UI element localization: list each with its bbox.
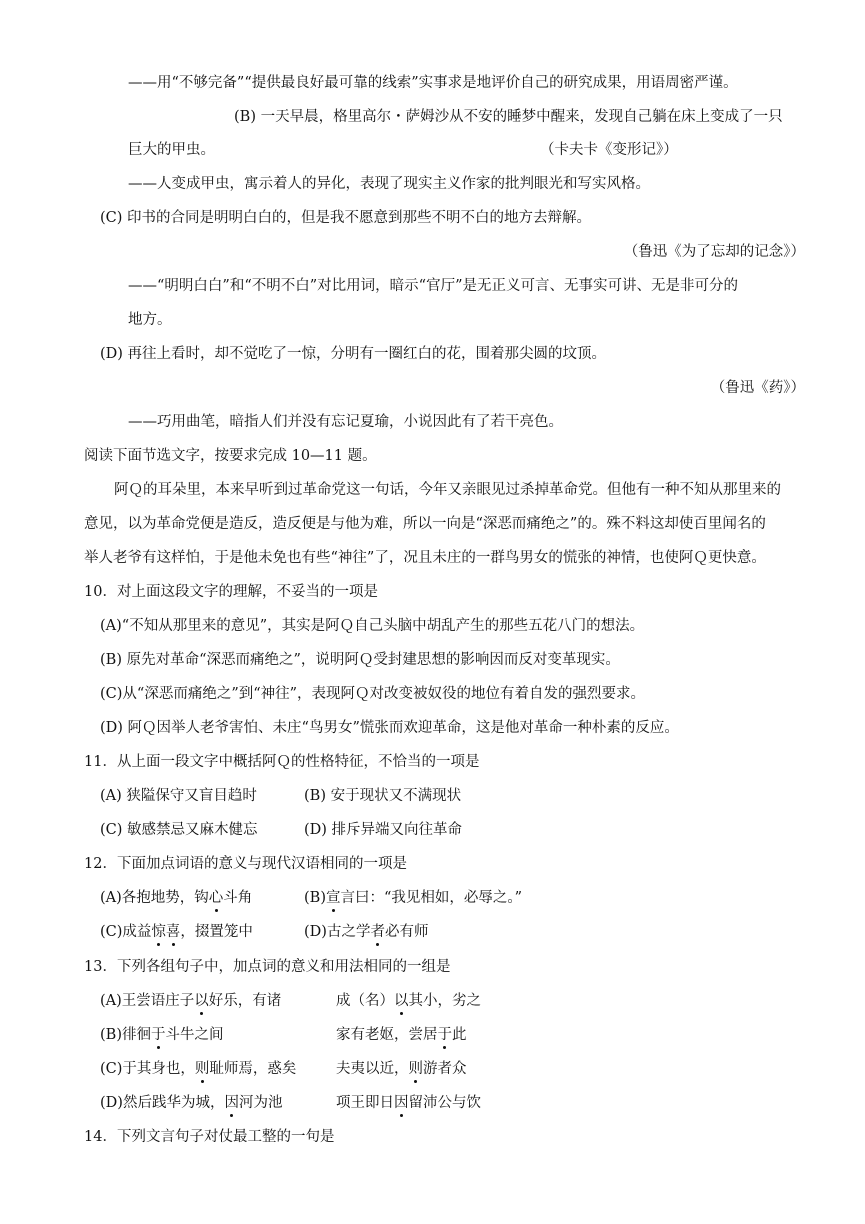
q13-option-c-left xyxy=(100,1059,296,1079)
option-text: 留沛公与饮 xyxy=(408,1095,481,1111)
dotted-char: 宣 xyxy=(325,890,341,906)
text-line: ——“明明白白”和“不明不白”对比用词，暗示“官厅”是无正义可言、无事实可讲、无是非可分的 xyxy=(128,278,738,294)
option-text: (C)成益 xyxy=(100,924,152,940)
dotted-char: 因 xyxy=(394,1095,409,1111)
option-text: 夫夷以近， xyxy=(336,1061,409,1077)
option-text: 项王即日 xyxy=(336,1095,394,1111)
option-text: 其小，劣之 xyxy=(408,993,481,1009)
q11-option-b: (B) 安于现状又不满现状 xyxy=(304,788,462,804)
question-12-stem: 12．下面加点词语的意义与现代汉语相同的一项是 xyxy=(84,856,407,872)
section-instruction: 阅读下面节选文字，按要求完成 10—11 题。 xyxy=(84,448,377,464)
dotted-char: 心 xyxy=(208,890,224,906)
option-text: 此 xyxy=(452,1027,467,1043)
option-text: 好乐，有诸 xyxy=(208,993,282,1009)
option-text: (D)古之 xyxy=(304,924,356,940)
option-text: 河为池 xyxy=(238,1095,283,1111)
option-text: 斗牛之间 xyxy=(165,1027,224,1043)
text-line: ——用“不够完备”“提供最良好最可靠的线索”实事求是地评价自己的研究成果，用语周密严谨。 xyxy=(128,75,738,91)
dotted-char: 以 xyxy=(394,993,409,1009)
q13-option-c-right xyxy=(336,1059,467,1079)
q13-option-a-right xyxy=(336,991,481,1011)
passage-line: 意见，以为革命党便是造反，造反便是与他为难，所以一向是“深恶而痛绝之”的。殊不料这却使百里闻名的 xyxy=(84,516,766,532)
source-citation: （卡夫卡《变形记》） xyxy=(540,142,678,158)
option-text: (A)王尝语庄子 xyxy=(100,993,195,1009)
q12-option-a xyxy=(100,888,252,908)
q12-option-b xyxy=(304,888,522,908)
option-text: 耻师焉，惑矣 xyxy=(209,1061,297,1077)
dotted-char: 于 xyxy=(437,1027,452,1043)
dotted-char: 惊 xyxy=(151,924,166,940)
source-citation: （鲁迅《为了忘却的记念》） xyxy=(623,244,805,260)
option-text: (B) xyxy=(304,890,326,906)
q11-option-c: (C) 敏感禁忌又麻木健忘 xyxy=(100,822,258,838)
text-line: (D) 再往上看时，却不觉吃了一惊，分明有一圈红白的花，围着那尖圆的坟顶。 xyxy=(100,346,607,362)
text-line: (C) 印书的合同是明明白白的，但是我不愿意到那些不明不白的地方去辩解。 xyxy=(100,210,592,226)
question-11-stem: 11．从上面一段文字中概括阿Ｑ的性格特征，不恰当的一项是 xyxy=(84,754,480,770)
q13-option-d-left xyxy=(100,1093,282,1113)
q10-option-d: (D) 阿Ｑ因举人老爷害怕、未庄“鸟男女”慌张而欢迎革命，这是他对革命一种朴素的反应。 xyxy=(100,720,679,736)
q12-option-c xyxy=(100,922,253,942)
q10-option-b: (B) 原先对革命“深恶而痛绝之”，说明阿Ｑ受封建思想的影响因而反对变革现实。 xyxy=(100,652,620,668)
q10-option-a: (A)“不知从那里来的意见”，其实是阿Ｑ自己头脑中胡乱产生的那些五花八门的想法。 xyxy=(100,618,645,634)
option-text: 学 xyxy=(355,924,371,940)
option-text: (B)徘徊 xyxy=(100,1027,151,1043)
question-14-stem: 14．下列文言句子对仗最工整的一句是 xyxy=(84,1129,335,1145)
dotted-char: 以 xyxy=(194,993,209,1009)
source-citation: （鲁迅《药》） xyxy=(710,380,805,396)
dotted-char: 则 xyxy=(408,1061,423,1077)
dotted-char: 因 xyxy=(224,1095,239,1111)
q13-option-b-left xyxy=(100,1025,223,1045)
passage-line: 举人老爷有这样怕，于是他未免也有些“神往”了，况且未庄的一群鸟男女的慌张的神情，也使阿Ｑ更快意。 xyxy=(84,550,766,566)
dotted-char: 喜 xyxy=(165,924,181,940)
text-line: ——巧用曲笔，暗指人们并没有忘记夏瑜，小说因此有了若干亮色。 xyxy=(128,414,563,430)
option-text: 游者众 xyxy=(423,1061,467,1077)
text-line: (B) 一天早晨，格里高尔・萨姆沙从不安的睡梦中醒来，发现自己躺在床上变成了一只 xyxy=(234,109,783,125)
option-text: 成（名） xyxy=(336,993,394,1009)
option-text: 言曰：“我见相如，必辱之。” xyxy=(340,890,523,906)
question-13-stem: 13．下列各组句子中，加点词的意义和用法相同的一组是 xyxy=(84,959,451,975)
option-text: 角 xyxy=(237,890,253,906)
option-text: 必有师 xyxy=(384,924,429,940)
q10-option-c: (C)从“深恶而痛绝之”到“神往”，表现阿Ｑ对改变被奴役的地位有着自发的强烈要求。 xyxy=(100,686,646,702)
q12-option-d xyxy=(304,922,428,942)
dotted-char: 于 xyxy=(150,1027,166,1043)
q11-option-d: (D) 排斥异端又向往革命 xyxy=(304,822,463,838)
q11-option-a: (A) 狭隘保守又盲目趋时 xyxy=(100,788,257,804)
option-text: (A)各抱地势，钩 xyxy=(100,890,209,906)
option-text: ，掇置笼中 xyxy=(180,924,253,940)
option-text: (C)于其身也， xyxy=(100,1061,195,1077)
option-text: 斗 xyxy=(223,890,238,906)
text-line: 地方。 xyxy=(128,312,172,328)
text-line: 巨大的甲虫。 xyxy=(128,142,215,158)
option-text: 家有老妪，尝居 xyxy=(336,1027,438,1043)
text-line: ——人变成甲虫，寓示着人的异化，表现了现实主义作家的批判眼光和写实风格。 xyxy=(128,176,650,192)
q13-option-b-right xyxy=(336,1025,467,1045)
q13-option-d-right xyxy=(336,1093,481,1113)
dotted-char: 者 xyxy=(370,924,385,940)
dotted-char: 则 xyxy=(194,1061,210,1077)
option-text: (D)然后践华为城， xyxy=(100,1095,225,1111)
question-10-stem: 10．对上面这段文字的理解，不妥当的一项是 xyxy=(84,584,378,600)
passage-line: 阿Ｑ的耳朵里，本来早听到过革命党这一句话，今年又亲眼见过杀掉革命党。但他有一种不知从那里来的 xyxy=(114,482,781,498)
q13-option-a-left xyxy=(100,991,281,1011)
